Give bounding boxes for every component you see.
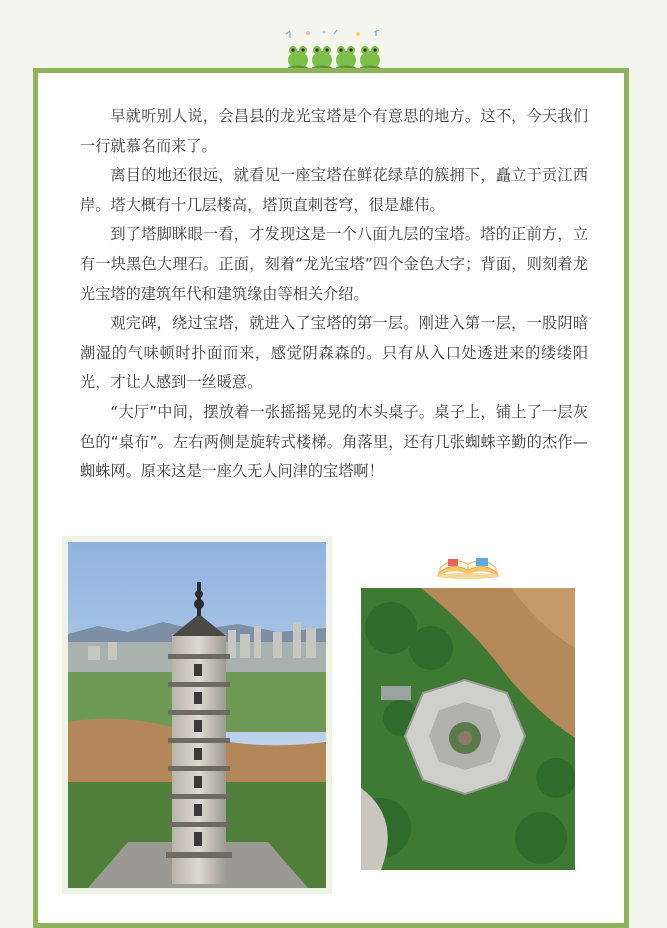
pagoda-aerial-photo <box>361 588 575 870</box>
paragraph-5: “大厅”中间，摆放着一张摇摇晃晃的木头桌子。桌子上，铺上了一层灰色的“桌布”。左右两侧是旋转式楼梯。角落里，还有几张蜘蛛辛勤的杰作—蜘蛛网。原来这是一座久无人问津的宝塔啊！ <box>80 402 588 481</box>
open-book-icon <box>432 548 504 580</box>
paragraph-3: 到了塔脚眯眼一看，才发现这是一个八面九层的宝塔。塔的正前方，立有一块黑色大理石。正面，刻着“龙光宝塔”四个金色大字；背面，则刻着龙光宝塔的建筑年代和建筑缘由等相关介绍。 <box>80 225 588 303</box>
paragraph-1: 早就听别人说，会昌县的龙光宝塔是个有意思的地方。这不，今天我们一行就慕名而来了。 <box>80 107 588 155</box>
paragraph-2: 离目的地还很远，就看见一座宝塔在鲜花绿草的簇拥下，矗立于贡江西岸。塔大概有十几层楼高，塔顶直刺苍穹，很是雄伟。 <box>80 166 588 214</box>
article-body <box>80 102 588 487</box>
frog-decoration-icon <box>278 28 390 72</box>
pagoda-side-photo <box>62 536 332 894</box>
paragraph-4: 观完碑，绕过宝塔，就进入了宝塔的第一层。刚进入第一层，一股阴暗潮湿的气味顿时扑面而来，感觉阴森森的。只有从入口处透进来的缕缕阳光，才让人感到一丝暖意。 <box>80 314 588 392</box>
